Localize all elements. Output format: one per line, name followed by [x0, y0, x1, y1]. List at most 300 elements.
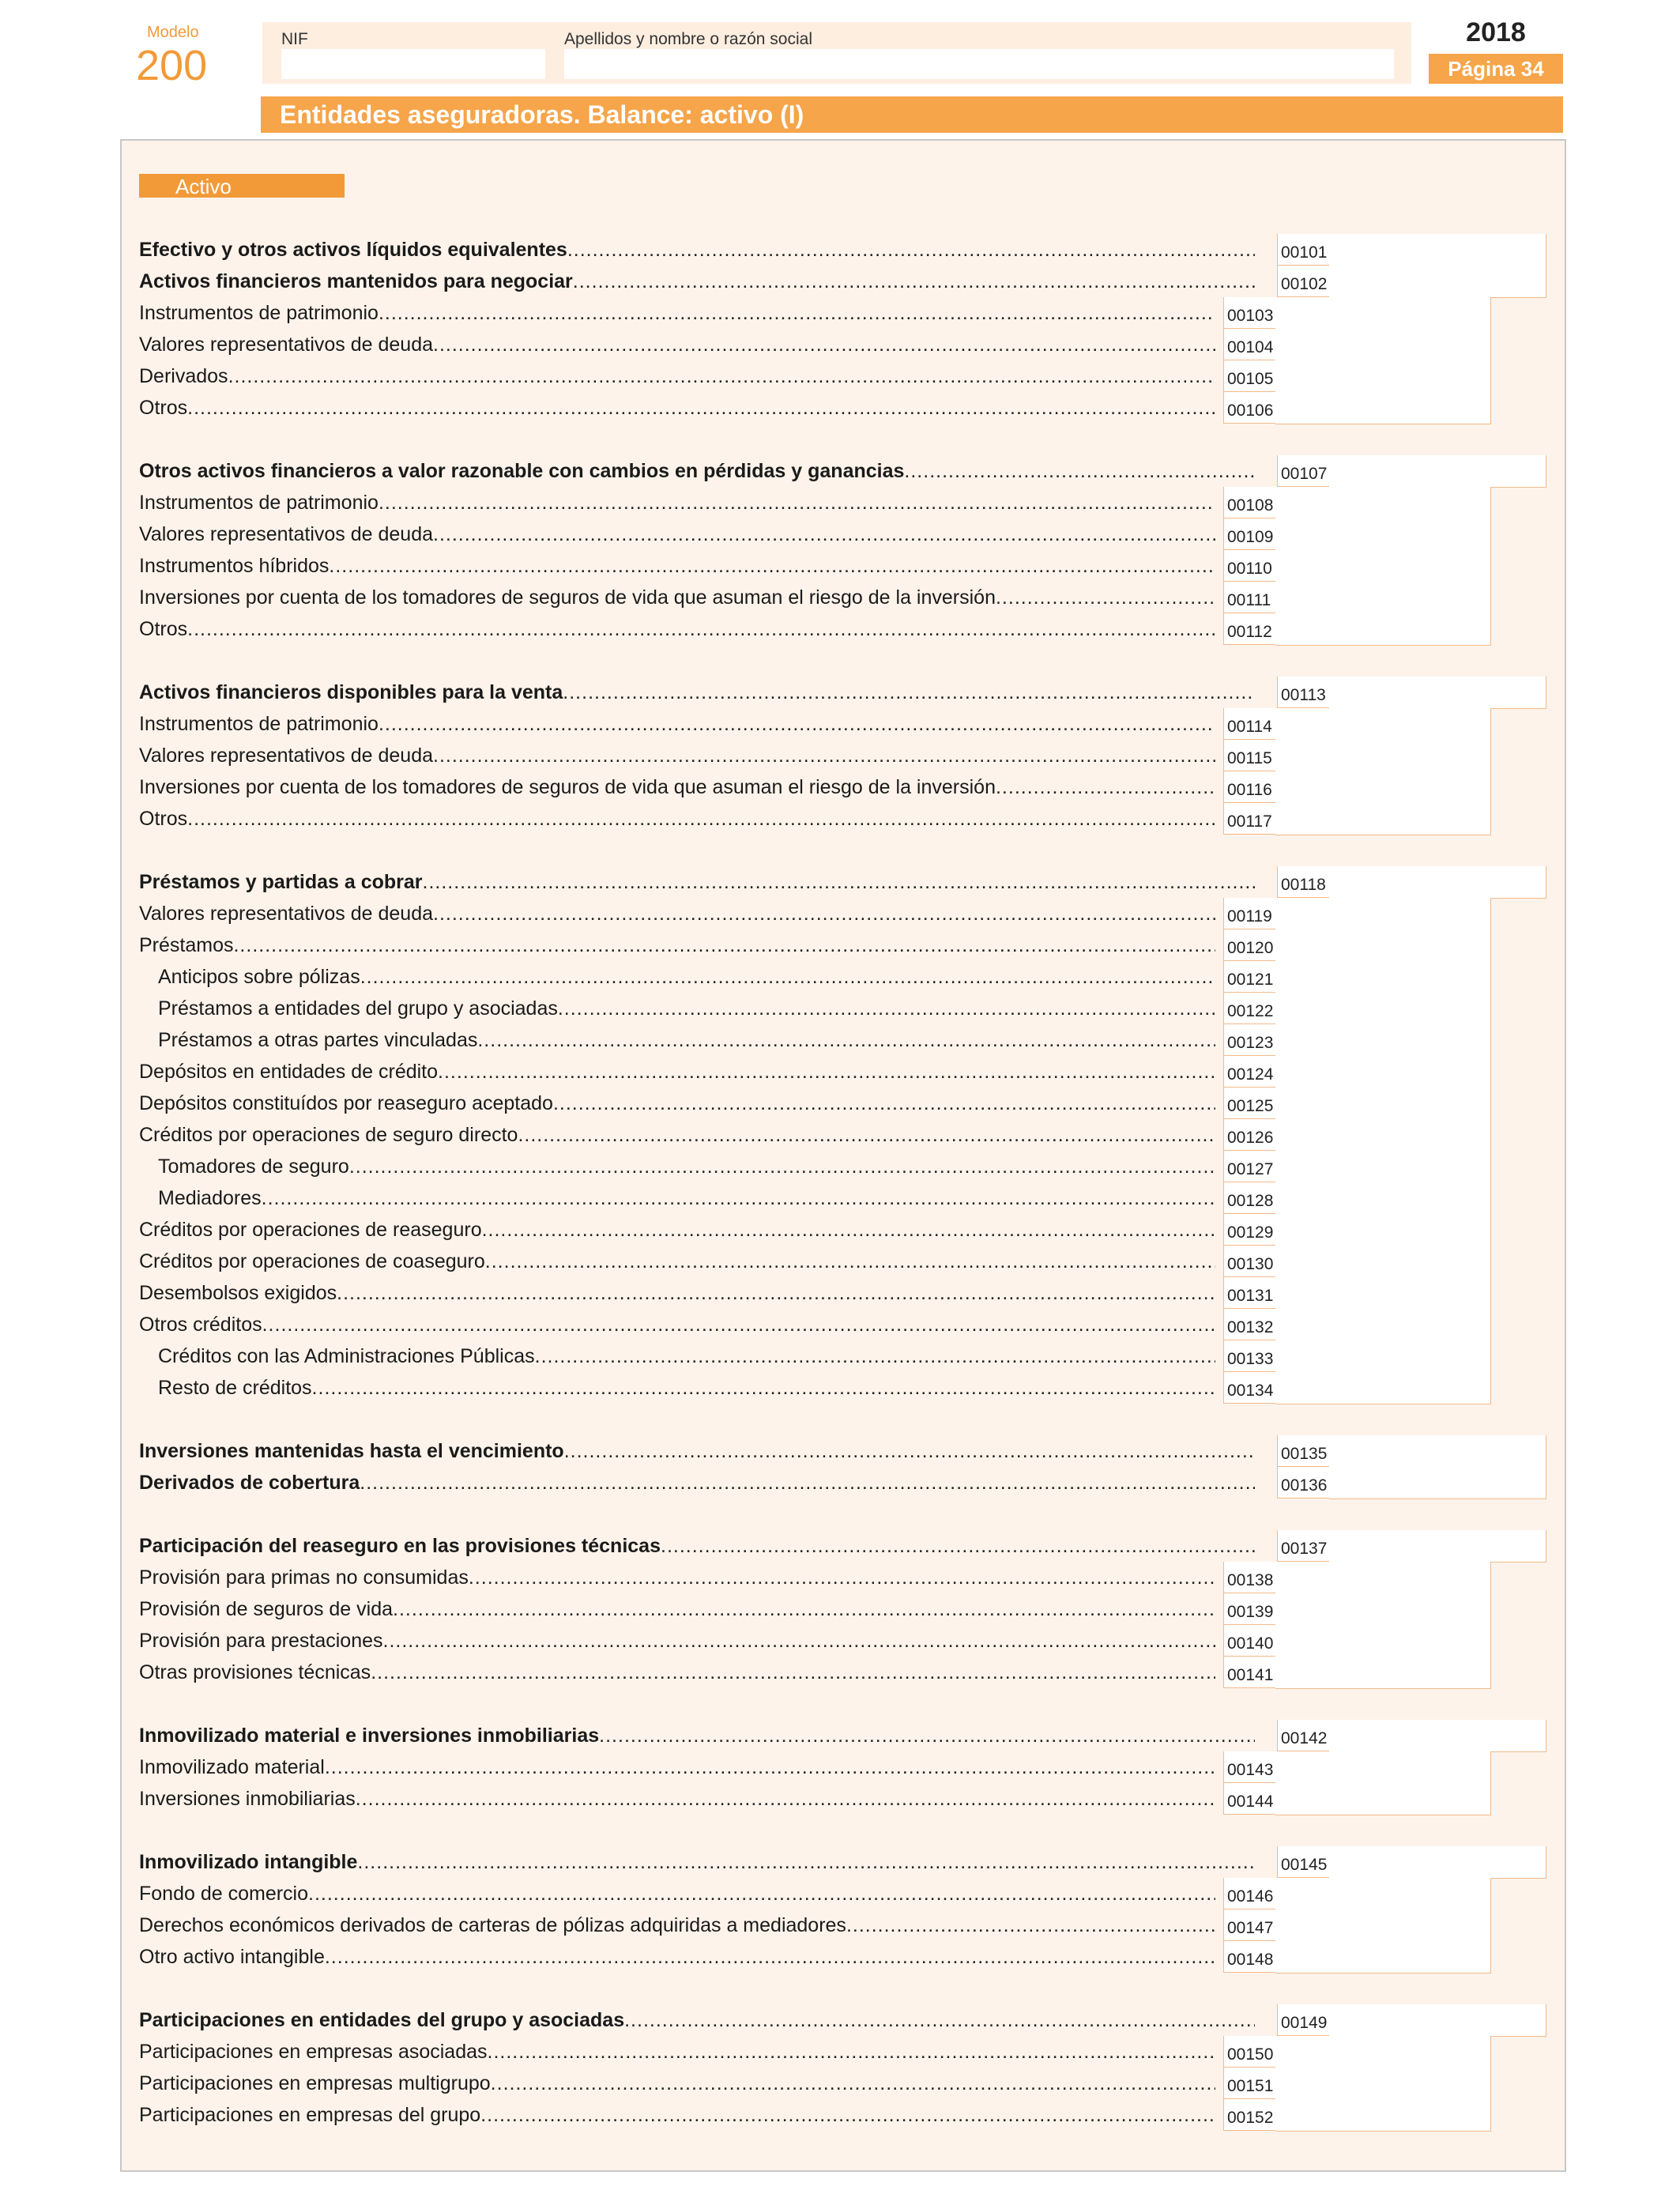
- dot-leader: [349, 1155, 1215, 1178]
- form-row: [139, 1657, 1546, 1688]
- form-row: [139, 898, 1546, 929]
- field-code: 00125: [1223, 1088, 1275, 1119]
- row-leader: [139, 1783, 1215, 1815]
- form-row: [139, 677, 1546, 708]
- row-leader: [139, 455, 1255, 487]
- form-row: [139, 1625, 1546, 1657]
- amount-field[interactable]: [1275, 803, 1491, 835]
- dot-leader: [553, 1092, 1215, 1115]
- dot-leader: [325, 1946, 1215, 1969]
- nif-label: NIF: [281, 30, 308, 48]
- row-leader: [139, 1214, 1215, 1246]
- dot-leader: [233, 934, 1215, 957]
- row-leader: [139, 1878, 1215, 1909]
- row-leader: [139, 866, 1255, 898]
- row-label: Préstamos: [139, 933, 234, 956]
- row-label: Créditos por operaciones de coaseguro: [139, 1250, 485, 1272]
- form-row: [139, 993, 1546, 1024]
- field-code: 00143: [1223, 1751, 1275, 1783]
- row-label: Anticipos sobre pólizas: [158, 965, 360, 988]
- row-label: Valores representativos de deuda: [139, 902, 433, 925]
- row-leader: [158, 961, 1215, 993]
- form-row: [139, 1783, 1546, 1815]
- nif-field[interactable]: [281, 49, 545, 79]
- dot-leader: [438, 1061, 1215, 1084]
- year: 2018: [1466, 17, 1526, 47]
- form-row: [139, 613, 1546, 645]
- row-leader: [139, 297, 1215, 329]
- row-leader: [139, 518, 1215, 550]
- form-row: [139, 297, 1546, 329]
- field-code: 00126: [1223, 1119, 1275, 1151]
- form-row: [139, 1751, 1546, 1783]
- row-label: Inversiones mantenidas hasta el vencimiento: [139, 1439, 564, 1462]
- field-code: 00113: [1277, 677, 1329, 708]
- row-label: Otras provisiones técnicas: [139, 1661, 371, 1683]
- amount-field[interactable]: [1275, 993, 1491, 1025]
- row-leader: [139, 1625, 1215, 1657]
- form-row: [139, 1151, 1546, 1182]
- amount-field[interactable]: [1275, 1088, 1491, 1120]
- field-code: 00115: [1223, 740, 1275, 771]
- amount-field[interactable]: [1275, 1783, 1491, 1815]
- modelo-label: Modelo: [147, 24, 199, 41]
- row-label: Otros: [139, 617, 188, 640]
- row-label: Otros: [139, 396, 188, 419]
- dot-leader: [308, 1883, 1215, 1906]
- form-row: [139, 1909, 1546, 1941]
- row-label: Instrumentos de patrimonio: [139, 491, 379, 514]
- amount-field[interactable]: [1275, 518, 1491, 551]
- row-leader: [158, 1024, 1215, 1056]
- dot-leader: [567, 239, 1255, 262]
- field-code: 00101: [1277, 234, 1329, 266]
- amount-field[interactable]: [1329, 266, 1546, 298]
- amount-field[interactable]: [1275, 1751, 1491, 1784]
- field-code: 00122: [1223, 993, 1275, 1024]
- row-label: Depósitos en entidades de crédito: [139, 1060, 439, 1083]
- amount-field[interactable]: [1275, 1246, 1491, 1278]
- form-row: [139, 1530, 1546, 1562]
- row-label: Inmovilizado material e inversiones inmobiliarias: [139, 1724, 600, 1747]
- field-code: 00135: [1277, 1435, 1329, 1467]
- amount-field[interactable]: [1275, 392, 1491, 424]
- field-code: 00131: [1223, 1277, 1275, 1309]
- field-code: 00108: [1223, 487, 1275, 518]
- amount-field[interactable]: [1275, 329, 1491, 361]
- dot-leader: [599, 1725, 1255, 1747]
- field-code: 00124: [1223, 1056, 1275, 1088]
- amount-field[interactable]: [1329, 1720, 1546, 1752]
- amount-field[interactable]: [1275, 550, 1491, 582]
- amount-field[interactable]: [1275, 1625, 1491, 1657]
- amount-field[interactable]: [1275, 1593, 1491, 1626]
- field-code: 00149: [1277, 2004, 1329, 2036]
- field-code: 00151: [1223, 2068, 1275, 2099]
- row-label: Depósitos constituídos por reaseguro aceptado: [139, 1091, 553, 1114]
- field-code: 00141: [1223, 1657, 1275, 1688]
- amount-field[interactable]: [1275, 1372, 1491, 1404]
- row-leader: [139, 803, 1215, 835]
- field-code: 00133: [1223, 1340, 1275, 1372]
- dot-leader: [996, 586, 1215, 609]
- form-row: [139, 1309, 1546, 1340]
- dot-leader: [433, 523, 1215, 546]
- row-leader: [139, 1435, 1255, 1467]
- form-row: [139, 1246, 1546, 1277]
- dot-leader: [996, 776, 1215, 799]
- field-code: 00128: [1223, 1182, 1275, 1214]
- row-label: Resto de créditos: [158, 1376, 312, 1399]
- dot-leader: [904, 460, 1255, 483]
- dot-leader: [187, 397, 1215, 420]
- row-leader: [139, 360, 1215, 392]
- field-code: 00105: [1223, 360, 1275, 392]
- field-code: 00120: [1223, 929, 1275, 961]
- title-bar: [261, 96, 1563, 133]
- form-row: [139, 961, 1546, 993]
- field-code: 00107: [1277, 455, 1329, 487]
- row-leader: [139, 487, 1215, 518]
- row-label: Participación del reaseguro en las provisiones técnicas: [139, 1534, 661, 1557]
- row-label: Provisión de seguros de vida: [139, 1597, 394, 1620]
- row-label: Participaciones en entidades del grupo y asociadas: [139, 2008, 625, 2031]
- form-row: [139, 929, 1546, 961]
- row-leader: [139, 1562, 1215, 1593]
- row-leader: [139, 1309, 1215, 1340]
- row-leader: [139, 266, 1255, 297]
- field-code: 00114: [1223, 708, 1275, 740]
- row-leader: [139, 392, 1215, 424]
- row-label: Inversiones por cuenta de los tomadores de seguros de vida que asuman el riesgo de la inversión: [139, 775, 996, 798]
- amount-field[interactable]: [1275, 771, 1491, 804]
- field-code: 00138: [1223, 1562, 1275, 1593]
- row-label: Préstamos a otras partes vinculadas: [158, 1028, 478, 1051]
- dot-leader: [357, 1851, 1255, 1874]
- row-label: Otros: [139, 807, 188, 830]
- amount-field[interactable]: [1275, 582, 1491, 614]
- amount-field[interactable]: [1329, 2004, 1546, 2037]
- amount-field[interactable]: [1275, 1309, 1491, 1341]
- form-row: [139, 771, 1546, 803]
- dot-leader: [491, 2072, 1215, 2095]
- row-label: Inmovilizado material: [139, 1755, 325, 1778]
- field-code: 00148: [1223, 1941, 1275, 1973]
- amount-field[interactable]: [1275, 297, 1491, 330]
- page-number: Página 34: [1429, 54, 1563, 84]
- amount-field[interactable]: [1275, 1878, 1491, 1910]
- dot-leader: [433, 334, 1215, 356]
- dot-leader: [558, 997, 1215, 1020]
- row-label: Otros activos financieros a valor razonable con cambios en pérdidas y ganancias: [139, 459, 905, 482]
- row-leader: [139, 2068, 1215, 2099]
- amount-field[interactable]: [1275, 2036, 1491, 2068]
- field-code: 00112: [1223, 613, 1275, 645]
- field-code: 00111: [1223, 582, 1275, 613]
- amount-field[interactable]: [1329, 677, 1546, 709]
- form-row: [139, 2099, 1546, 2131]
- row-leader: [158, 1151, 1215, 1182]
- field-code: 00123: [1223, 1024, 1275, 1056]
- row-label: Valores representativos de deuda: [139, 333, 433, 356]
- amount-field[interactable]: [1275, 1562, 1491, 1594]
- dot-leader: [383, 1630, 1216, 1653]
- amount-field[interactable]: [1275, 1056, 1491, 1088]
- form-row: [139, 392, 1546, 424]
- form-row: [139, 1277, 1546, 1309]
- row-leader: [139, 771, 1215, 803]
- form-row: [139, 2068, 1546, 2099]
- form-row: [139, 803, 1546, 835]
- dot-leader: [329, 555, 1215, 578]
- form-row: [139, 1088, 1546, 1119]
- row-leader: [139, 898, 1215, 929]
- row-label: Derivados de cobertura: [139, 1471, 360, 1494]
- amount-field[interactable]: [1329, 234, 1546, 266]
- amount-field[interactable]: [1275, 961, 1491, 993]
- form-row: [139, 582, 1546, 613]
- field-code: 00147: [1223, 1909, 1275, 1941]
- row-label: Otros créditos: [139, 1313, 262, 1336]
- form-row: [139, 1593, 1546, 1625]
- form-row: [139, 2004, 1546, 2036]
- dot-leader: [262, 1187, 1215, 1210]
- dot-leader: [356, 1788, 1215, 1811]
- form-row: [139, 1467, 1546, 1498]
- amount-field[interactable]: [1275, 1182, 1491, 1215]
- amount-field[interactable]: [1275, 613, 1491, 646]
- field-code: 00145: [1277, 1846, 1329, 1878]
- dot-leader: [488, 2041, 1215, 2064]
- field-code: 00104: [1223, 329, 1275, 360]
- field-code: 00102: [1277, 266, 1329, 297]
- amount-field[interactable]: [1275, 740, 1491, 772]
- row-leader: [139, 1277, 1215, 1309]
- field-code: 00117: [1223, 803, 1275, 835]
- dot-leader: [379, 713, 1215, 736]
- amount-field[interactable]: [1329, 1435, 1546, 1468]
- row-leader: [158, 1372, 1215, 1404]
- row-leader: [158, 993, 1215, 1024]
- form-row: [139, 487, 1546, 518]
- amount-field[interactable]: [1275, 2099, 1491, 2132]
- row-leader: [139, 708, 1215, 740]
- field-code: 00134: [1223, 1372, 1275, 1404]
- row-label: Activos financieros mantenidos para negociar: [139, 270, 573, 292]
- row-leader: [139, 613, 1215, 645]
- amount-field[interactable]: [1329, 455, 1546, 488]
- field-code: 00109: [1223, 518, 1275, 550]
- row-label: Provisión para prestaciones: [139, 1629, 383, 1652]
- row-label: Préstamos a entidades del grupo y asociadas: [158, 997, 558, 1020]
- amount-field[interactable]: [1329, 1530, 1546, 1563]
- dot-leader: [518, 1124, 1215, 1147]
- row-label: Instrumentos de patrimonio: [139, 301, 379, 324]
- amount-field[interactable]: [1275, 1941, 1491, 1973]
- name-label: Apellidos y nombre o razón social: [564, 30, 812, 48]
- row-label: Valores representativos de deuda: [139, 522, 433, 545]
- form-row: [139, 1941, 1546, 1973]
- dot-leader: [535, 1345, 1215, 1368]
- amount-field[interactable]: [1275, 1151, 1491, 1183]
- field-code: 00142: [1277, 1720, 1329, 1751]
- field-code: 00146: [1223, 1878, 1275, 1909]
- dot-leader: [187, 618, 1215, 641]
- form-row: [139, 1056, 1546, 1088]
- row-label: Créditos con las Administraciones Públicas: [158, 1344, 535, 1367]
- form-row: [139, 518, 1546, 550]
- amount-field[interactable]: [1329, 1846, 1546, 1879]
- amount-field[interactable]: [1275, 929, 1491, 962]
- dot-leader: [624, 2009, 1255, 2032]
- dot-leader: [360, 1472, 1255, 1495]
- field-code: 00121: [1223, 961, 1275, 993]
- row-leader: [139, 1088, 1215, 1119]
- dot-leader: [433, 903, 1215, 925]
- amount-field[interactable]: [1329, 866, 1546, 899]
- field-code: 00103: [1223, 297, 1275, 329]
- row-leader: [139, 1751, 1215, 1783]
- form-row: [139, 266, 1546, 297]
- form-row: [139, 329, 1546, 360]
- form-row: [139, 1119, 1546, 1151]
- row-leader: [139, 1909, 1215, 1941]
- field-code: 00137: [1277, 1530, 1329, 1562]
- form-row: [139, 1340, 1546, 1372]
- field-code: 00106: [1223, 392, 1275, 424]
- form-row: [139, 1562, 1546, 1593]
- dot-leader: [564, 1440, 1255, 1463]
- row-label: Inversiones inmobiliarias: [139, 1787, 356, 1810]
- row-leader: [158, 1340, 1215, 1372]
- field-code: 00136: [1277, 1467, 1329, 1498]
- dot-leader: [371, 1661, 1215, 1684]
- amount-field[interactable]: [1275, 1277, 1491, 1310]
- row-leader: [139, 1720, 1255, 1751]
- form-row: [139, 1846, 1546, 1878]
- field-code: 00152: [1223, 2099, 1275, 2131]
- amount-field[interactable]: [1275, 2068, 1491, 2100]
- field-code: 00144: [1223, 1783, 1275, 1815]
- amount-field[interactable]: [1275, 1119, 1491, 1152]
- row-leader: [139, 1593, 1215, 1625]
- dot-leader: [423, 871, 1256, 894]
- dot-leader: [379, 302, 1215, 325]
- row-leader: [139, 740, 1215, 771]
- dot-leader: [482, 1219, 1215, 1242]
- row-label: Créditos por operaciones de reaseguro: [139, 1218, 482, 1241]
- row-label: Instrumentos de patrimonio: [139, 712, 379, 735]
- amount-field[interactable]: [1275, 898, 1491, 930]
- row-label: Activos financieros disponibles para la venta: [139, 680, 563, 703]
- form-row: [139, 740, 1546, 771]
- row-leader: [139, 677, 1255, 708]
- amount-field[interactable]: [1275, 1340, 1491, 1373]
- field-code: 00127: [1223, 1151, 1275, 1182]
- form-row: [139, 708, 1546, 740]
- row-label: Otro activo intangible: [139, 1945, 325, 1968]
- row-leader: [139, 329, 1215, 360]
- form-row: [139, 1024, 1546, 1056]
- row-leader: [139, 1846, 1255, 1878]
- field-code: 00118: [1277, 866, 1329, 898]
- form-row: [139, 234, 1546, 266]
- dot-leader: [325, 1756, 1215, 1779]
- amount-field[interactable]: [1275, 1024, 1491, 1057]
- row-leader: [139, 582, 1215, 613]
- dot-leader: [312, 1377, 1215, 1400]
- form-row: [139, 360, 1546, 392]
- dot-leader: [563, 681, 1255, 704]
- row-label: Inmovilizado intangible: [139, 1850, 358, 1873]
- row-leader: [139, 1119, 1215, 1151]
- form-row: [139, 1720, 1546, 1751]
- dot-leader: [480, 2104, 1215, 2127]
- row-leader: [139, 1941, 1215, 1973]
- dot-leader: [360, 966, 1215, 989]
- form-row: [139, 455, 1546, 487]
- row-leader: [139, 1246, 1215, 1277]
- row-label: Créditos por operaciones de seguro directo: [139, 1123, 518, 1146]
- dot-leader: [846, 1914, 1215, 1937]
- dot-leader: [661, 1535, 1255, 1558]
- row-leader: [139, 1467, 1255, 1498]
- amount-field[interactable]: [1275, 708, 1491, 741]
- form-row: [139, 1214, 1546, 1246]
- amount-field[interactable]: [1275, 487, 1491, 519]
- amount-field[interactable]: [1275, 1909, 1491, 1942]
- row-label: Participaciones en empresas asociadas: [139, 2040, 488, 2063]
- form-row: [139, 1372, 1546, 1404]
- field-code: 00119: [1223, 898, 1275, 929]
- field-code: 00110: [1223, 550, 1275, 582]
- row-label: Tomadores de seguro: [158, 1155, 349, 1178]
- amount-field[interactable]: [1329, 1467, 1546, 1499]
- dot-leader: [187, 808, 1215, 831]
- form-row: [139, 2036, 1546, 2068]
- dot-leader: [477, 1029, 1215, 1052]
- dot-leader: [337, 1282, 1215, 1305]
- dot-leader: [485, 1250, 1215, 1273]
- amount-field[interactable]: [1275, 1657, 1491, 1689]
- row-label: Participaciones en empresas del grupo: [139, 2103, 481, 2126]
- row-leader: [139, 550, 1215, 582]
- form-row: [139, 1878, 1546, 1909]
- row-label: Desembolsos exigidos: [139, 1281, 337, 1304]
- field-code: 00150: [1223, 2036, 1275, 2068]
- name-field[interactable]: [564, 49, 1394, 79]
- field-code: 00140: [1223, 1625, 1275, 1657]
- form-row: [139, 866, 1546, 898]
- row-label: Instrumentos híbridos: [139, 554, 330, 577]
- row-leader: [158, 1182, 1215, 1214]
- row-label: Derivados: [139, 364, 228, 387]
- row-label: Inversiones por cuenta de los tomadores de seguros de vida que asuman el riesgo de la inversión: [139, 586, 996, 609]
- row-leader: [139, 234, 1255, 266]
- amount-field[interactable]: [1275, 360, 1491, 393]
- field-code: 00116: [1223, 771, 1275, 803]
- row-leader: [139, 1056, 1215, 1088]
- dot-leader: [573, 270, 1255, 293]
- amount-field[interactable]: [1275, 1214, 1491, 1246]
- form-row: [139, 1182, 1546, 1214]
- row-label: Provisión para primas no consumidas: [139, 1566, 469, 1589]
- page-title: Entidades aseguradoras. Balance: activo (I): [280, 100, 804, 129]
- dot-leader: [228, 365, 1215, 388]
- dot-leader: [393, 1598, 1215, 1621]
- form-row: [139, 1435, 1546, 1467]
- row-leader: [139, 1530, 1255, 1562]
